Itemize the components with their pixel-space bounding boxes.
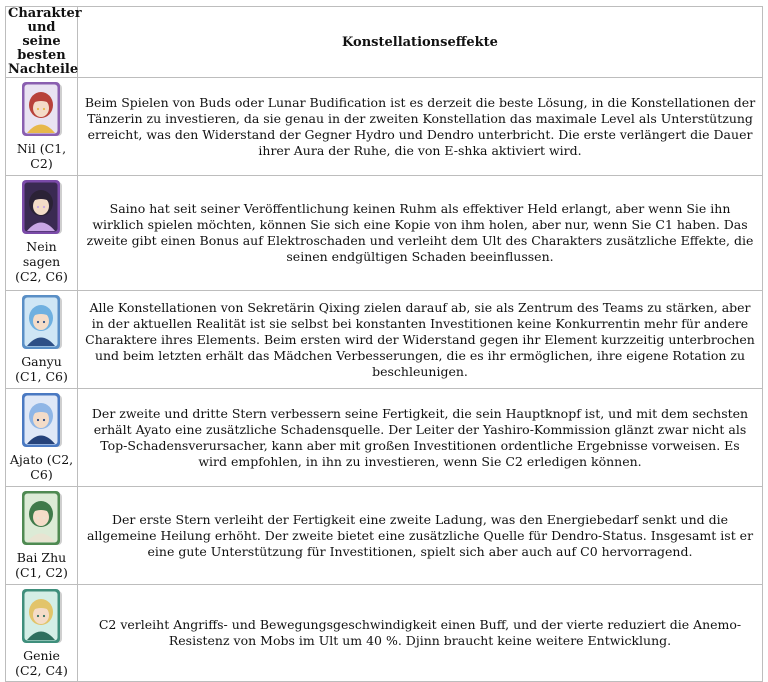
table-header-row bbox=[6, 7, 763, 78]
table-row bbox=[6, 585, 763, 682]
character-cell bbox=[6, 585, 78, 682]
portrait-eye-right bbox=[42, 108, 44, 110]
character-cell bbox=[6, 487, 78, 585]
table-row bbox=[6, 291, 763, 389]
portrait-eye-left bbox=[36, 615, 38, 617]
character-name: Bai Zhu (C1, C2) bbox=[15, 550, 68, 580]
table-row bbox=[6, 487, 763, 585]
character-cell bbox=[6, 176, 78, 291]
character-name: Nil (C1, C2) bbox=[16, 141, 67, 171]
portrait-eye-right bbox=[42, 321, 44, 323]
constellation-description: Alle Konstellationen von Sekretärin Qixing zielen darauf ab, sie als Zentrum des Teams zu stärken, aber in der aktuellen Realität ist sie selbst bei konstanten Investitionen keine Konkurrentin mehr für andere Charaktere ihres Elements. Beim ersten wird der Widerstand gegen ihr Element kurzzeitig unterbrochen und beim letzten erhält das Mädchen Verbesserungen, die es ihr ermöglichen, ihre eigene Rotation zu beschleunigen. bbox=[78, 291, 763, 389]
character-cell bbox=[6, 78, 78, 176]
portrait-eye-left bbox=[36, 321, 38, 323]
constellation-description: Der erste Stern verleiht der Fertigkeit eine zweite Ladung, was den Energiebedarf senkt und die allgemeine Heilung erhöht. Der zweite bietet eine zusätzliche Quelle für Dendro-Status. Insgesamt ist er eine gute Unterstützung für Investitionen, spielt sich aber auch auf C0 hervorragend. bbox=[78, 487, 763, 585]
portrait-eye-right bbox=[42, 517, 44, 519]
character-name: Nein sagen (C2, C6) bbox=[15, 239, 68, 284]
constellation-description: Saino hat seit seiner Veröffentlichung keinen Ruhm als effektiver Held erlangt, aber wenn Sie ihn wirklich spielen möchten, können Sie sich eine Kopie von ihm holen, aber nur, wenn Sie C1 haben. Das zweite gibt einen Bonus auf Elektroschaden und verleiht dem Ult des Charakters zusätzliche Effekte, die seinen endgültigen Schaden beeinflussen. bbox=[78, 176, 763, 291]
portrait-eye-left bbox=[36, 419, 38, 421]
character-name: Ajato (C2, C6) bbox=[9, 452, 74, 482]
constellation-description: Der zweite und dritte Stern verbessern seine Fertigkeit, die sein Hauptknopf ist, und mit dem sechsten erhält Ayato eine zusätzliche Schadensquelle. Der Leiter der Yashiro-Kommission glänzt zwar nicht als Top-Schadensverursacher, kann aber mit großen Investitionen ordentliche Ergebnisse vorweisen. Es wird empfohlen, in ihn zu investieren, wenn Sie C2 erledigen können. bbox=[78, 389, 763, 487]
character-name: Ganyu (C1, C6) bbox=[15, 354, 68, 384]
table-row bbox=[6, 389, 763, 487]
ayato-portrait bbox=[20, 392, 64, 450]
portrait-eye-left bbox=[36, 517, 38, 519]
portrait-eye-right bbox=[42, 206, 44, 208]
constellation-table bbox=[5, 6, 763, 682]
portrait-eye-left bbox=[36, 108, 38, 110]
portrait-eye-right bbox=[42, 419, 44, 421]
table-row bbox=[6, 176, 763, 291]
portrait-eye-left bbox=[36, 206, 38, 208]
baizhu-portrait bbox=[20, 490, 64, 548]
nilou-portrait bbox=[20, 81, 64, 139]
header-effects: Konstellationseffekte bbox=[78, 7, 763, 78]
character-name: Genie (C2, C4) bbox=[15, 648, 68, 678]
venti-portrait bbox=[20, 588, 64, 646]
table-row bbox=[6, 78, 763, 176]
cyno-portrait bbox=[20, 179, 64, 237]
header-character: Charakter und seine besten Nachteile bbox=[6, 7, 78, 78]
character-cell bbox=[6, 291, 78, 389]
portrait-eye-right bbox=[42, 615, 44, 617]
constellation-description: Beim Spielen von Buds oder Lunar Budification ist es derzeit die beste Lösung, in die Konstellationen der Tänzerin zu investieren, da sie genau in der zweiten Konstellation das maximale Level als Unterstützung erreicht, was den Widerstand der Gegner Hydro und Dendro unterbricht. Die erste verlängert die Dauer ihrer Aura der Ruhe, die von E-shka aktiviert wird. bbox=[78, 78, 763, 176]
constellation-description: C2 verleiht Angriffs- und Bewegungsgeschwindigkeit einen Buff, und der vierte reduziert die Anemo-Resistenz von Mobs im Ult um 40 %. Djinn braucht keine weitere Entwicklung. bbox=[78, 585, 763, 682]
character-cell bbox=[6, 389, 78, 487]
table-body bbox=[6, 78, 763, 682]
ganyu-portrait bbox=[20, 294, 64, 352]
